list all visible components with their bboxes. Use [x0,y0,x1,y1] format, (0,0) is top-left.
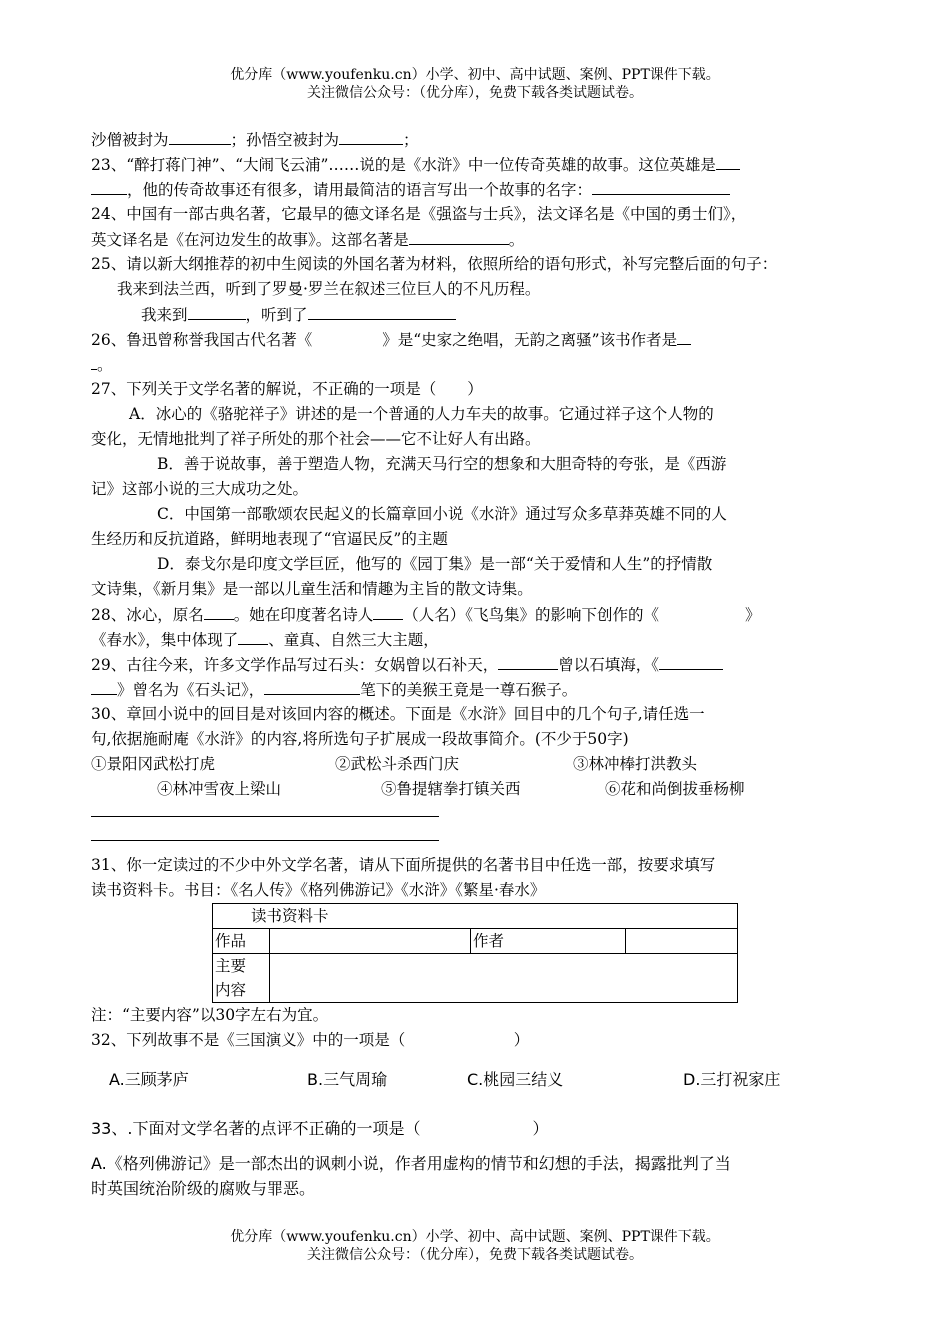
blank[interactable] [373,602,403,620]
answer-line[interactable] [91,840,439,841]
header-line-1: 优分库（www.youfenku.cn）小学、初中、高中试题、案例、PPT课件下载。 [230,67,720,83]
q33-stem: 33、.下面对文学名著的点评不正确的一项是（ ） [91,1119,549,1138]
blank[interactable] [308,302,456,320]
author-label: 作者 [471,929,626,954]
q23-line-2: ，他的传奇故事还有很多，请用最简洁的语言写出一个故事的名字： [91,177,861,202]
page-footer [0,1228,950,1264]
q33-option-a-line-1: A.《格列佛游记》是一部杰出的讽刺小说，作者用虚构的情节和幻想的手法，揭露批判了当 [91,1154,731,1173]
blank[interactable] [592,177,730,195]
blank[interactable] [204,602,234,620]
q32-stem: 32、下列故事不是《三国演义》中的一项是（ ） [91,1031,530,1049]
q30-option: ⑤鲁提辖拳打镇关西 [381,780,521,798]
blank[interactable] [659,652,723,670]
q29-line-2: 》曾名为《石头记》， 笔下的美猴王竟是一尊石猴子。 [91,677,861,702]
q26-line-2: 。 [91,352,861,377]
q24-line-2: 英文译名是《在河边发生的故事》。这部名著是 。 [91,227,861,252]
q30-option: ③林冲棒打洪教头 [573,755,698,773]
work-label: 作品 [213,929,270,954]
q23-line-1: 23、“醉打蒋门神”、“大闹飞云浦”……说的是《水浒》中一位传奇英雄的故事。这位英雄是 [91,152,861,177]
content-field[interactable] [270,954,738,1003]
q27-option-c-line-2: 生经历和反抗道路，鲜明地表现了“官逼民反”的主题 [91,530,448,548]
header-line-2: 关注微信公众号：（优分库），免费下载各类试题试卷。 [307,85,643,101]
blank[interactable] [169,127,231,145]
reading-card [212,903,738,1003]
q31-note: 注：“主要内容”以30字左右为宜。 [91,1006,329,1024]
q30-line-1: 30、章回小说中的回目是对该回内容的概述。下面是《水浒》回目中的几个句子,请任选一 [91,705,705,723]
blank[interactable] [677,327,691,345]
q30-option: ④林冲雪夜上梁山 [157,780,282,798]
q27-option-b-line-2: 记》这部小说的三大成功之处。 [91,480,309,498]
q30-options-row-2 [91,777,861,802]
q31-line-2: 读书资料卡。书目：《名人传》《格列佛游记》《水浒》《繁星·春水》 [91,881,546,899]
q24-line-1: 24、中国有一部古典名著，它最早的德文译名是《强盗与士兵》，法文译名是《中国的勇士们》， [91,205,747,223]
q32-option: B.三气周瑜 [307,1070,388,1089]
blank[interactable] [716,152,740,170]
q27-option-a-line-2: 变化，无情地批判了祥子所处的那个社会——它不让好人有出路。 [91,430,541,448]
exam-content [91,127,861,1201]
q30-option: ①景阳冈武松打虎 [91,755,216,773]
work-field[interactable] [270,929,471,954]
q32-options [91,1067,861,1092]
blank[interactable] [409,227,509,245]
q22-tail: 沙僧被封为 ；孙悟空被封为 ； [91,127,861,152]
blank[interactable] [91,677,117,695]
q30-options-row-1 [91,752,861,777]
q26-line-1: 26、鲁迅曾称誉我国古代名著《 》是“史家之绝唱，无韵之离骚”该书作者是 [91,327,861,352]
q27-stem: 27、下列关于文学名著的解说，不正确的一项是（ ） [91,380,483,398]
q27-option-a-line-1: A．冰心的《骆驼祥子》讲述的是一个普通的人力车夫的故事。它通过祥子这个人物的 [129,405,714,423]
q33-option-a-line-2: 时英国统治阶级的腐败与罪恶。 [91,1179,316,1198]
q25-line-3: 我来到 ，听到了 [91,302,861,327]
page-header [0,66,950,102]
q25-line-2: 我来到法兰西，听到了罗曼·罗兰在叙述三位巨人的不凡历程。 [117,280,541,298]
blank[interactable] [188,302,246,320]
q32-option: A.三顾茅庐 [109,1070,189,1089]
q31-line-1: 31、你一定读过的不少中外文学名著，请从下面所提供的名著书目中任选一部，按要求填写 [91,856,716,874]
q27-option-c-line-1: C．中国第一部歌颂农民起义的长篇章回小说《水浒》通过写众多草莽英雄不同的人 [157,505,727,523]
q28-line-1: 28、冰心，原名 。她在印度著名诗人 （人名）《飞鸟集》的影响下创作的《 》 [91,602,861,627]
blank[interactable] [498,652,558,670]
q32-option: D.三打祝家庄 [683,1070,781,1089]
footer-line-2: 关注微信公众号：（优分库），免费下载各类试题试卷。 [307,1247,643,1263]
q30-option: ②武松斗杀西门庆 [335,755,460,773]
author-field[interactable] [626,929,738,954]
blank[interactable] [339,127,403,145]
blank[interactable] [238,627,268,645]
q30-line-2: 句,依据施耐庵《水浒》的内容,将所选句子扩展成一段故事简介。(不少于50字) [91,730,629,748]
card-title: 读书资料卡 [213,904,738,929]
q30-option: ⑥花和尚倒拔垂杨柳 [605,780,745,798]
blank[interactable] [91,177,127,195]
q28-line-2: 《春水》，集中体现了 、童真、自然三大主题， [91,627,861,652]
footer-line-1: 优分库（www.youfenku.cn）小学、初中、高中试题、案例、PPT课件下载。 [230,1229,720,1245]
q32-option: C.桃园三结义 [467,1070,564,1089]
content-label: 主要 内容 [213,954,270,1003]
q27-option-d-line-1: D．泰戈尔是印度文学巨匠，他写的《园丁集》是一部“关于爱情和人生”的抒情散 [157,555,713,573]
blank[interactable] [264,677,360,695]
q29-line-1: 29、古往今来，许多文学作品写过石头：女娲曾以石补天， 曾以石填海，《 [91,652,861,677]
q27-option-d-line-2: 文诗集，《新月集》是一部以儿童生活和情趣为主旨的散文诗集。 [91,580,533,598]
answer-line[interactable] [91,816,439,817]
q27-option-b-line-1: B．善于说故事，善于塑造人物，充满天马行空的想象和大胆奇特的夸张，是《西游 [157,455,727,473]
q25-line-1: 25、请以新大纲推荐的初中生阅读的外国名著为材料，依照所给的语句形式，补写完整后面的句子： [91,255,778,273]
